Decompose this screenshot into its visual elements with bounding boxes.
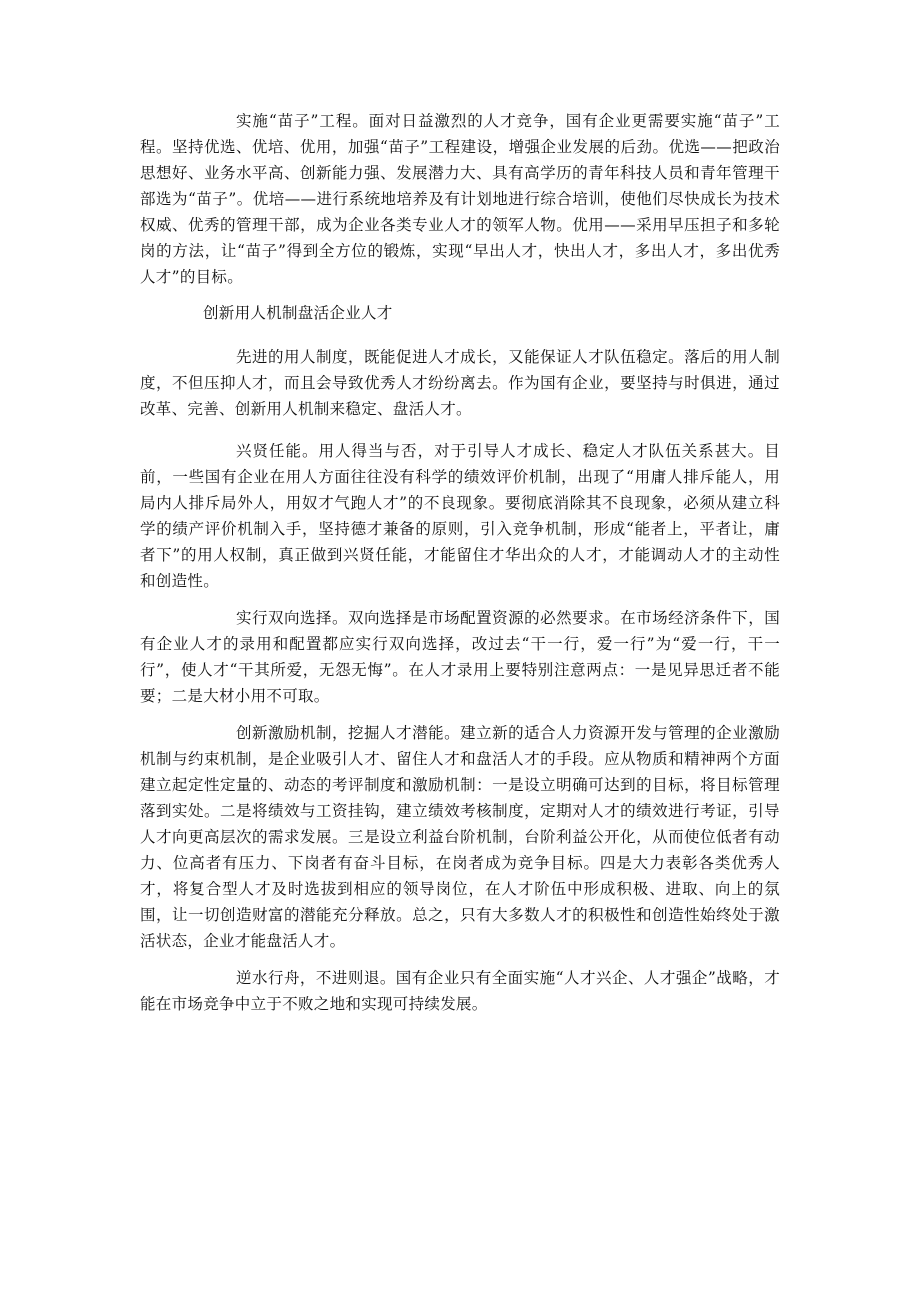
- paragraph-conclusion: 逆水行舟，不进则退。国有企业只有全面实施“人才兴企、人才强企”战略，才能在市场竞争中立于不败之地和实现可持续发展。: [140, 969, 780, 1013]
- paragraph-employment-system: 先进的用人制度，既能促进人才成长，又能保证人才队伍稳定。落后的用人制度，不但压抑人才，而且会导致优秀人才纷纷离去。作为国有企业，要坚持与时俱进，通过改革、完善、创新用人机制来稳定、盘活人才。: [140, 348, 780, 418]
- paragraph-two-way-selection: 实行双向选择。双向选择是市场配置资源的必然要求。在市场经济条件下，国有企业人才的录用和配置都应实行双向选择，改过去“干一行，爱一行”为“爱一行，干一行”，使人才“干其所爱，无怨无悔”。在人才录用上要特别注意两点：一是见异思迁者不能要；二是大材小用不可取。: [140, 609, 780, 705]
- paragraph-seedling-project: 实施“苗子”工程。面对日益激烈的人才竞争，国有企业更需要实施“苗子”工程。坚持优选、优培、优用，加强“苗子”工程建设，增强企业发展的后劲。优选——把政治思想好、业务水平高、创新能力强、发展潜力大、具有高学历的青年科技人员和青年管理干部选为“苗子”。优培——进行系统地培养及有计划地进行综合培训，使他们尽快成长为技术权威、优秀的管理干部，成为企业各类专业人才的领军人物。优用——采用早压担子和多轮岗的方法，让“苗子”得到全方位的锻炼，实现“早出人才，快出人才，多出人才，多出优秀人才”的目标。: [140, 112, 780, 286]
- paragraph-appoint-talent: 兴贤任能。用人得当与否，对于引导人才成长、稳定人才队伍关系甚大。目前，一些国有企业在用人方面往往没有科学的绩效评价机制，出现了“用庸人排斥能人，用局内人排斥局外人，用奴才气跑人才”的不良现象。要彻底消除其不良现象，必须从建立科学的绩产评价机制入手，坚持德才兼备的原则，引入竞争机制，形成“能者上，平者让，庸者下”的用人权制，真正做到兴贤任能，才能留住才华出众的人才，才能调动人才的主动性和创造性。: [140, 442, 780, 590]
- paragraph-incentive-mechanism: 创新激励机制，挖掘人才潜能。建立新的适合人力资源开发与管理的企业激励机制与约束机制，是企业吸引人才、留住人才和盘活人才的手段。应从物质和精神两个方面建立起定性定量的、动态的考评制度和激励机制：一是设立明确可达到的目标，将目标管理落到实处。二是将绩效与工资挂钩，建立绩效考核制度，定期对人才的绩效进行考证，引导人才向更高层次的需求发展。三是设立利益台阶机制，台阶利益公开化，从而使位低者有动力、位高者有压力、下岗者有奋斗目标，在岗者成为竞争目标。四是大力表彰各类优秀人才，将复合型人才及时选拔到相应的领导岗位，在人才阶伍中形成积极、进取、向上的氛围，让一切创造财富的潜能充分释放。总之，只有大多数人才的积极性和创造性始终处于激活状态，企业才能盘活人才。: [140, 724, 780, 950]
- section-heading: 创新用人机制盘活企业人才: [203, 304, 393, 322]
